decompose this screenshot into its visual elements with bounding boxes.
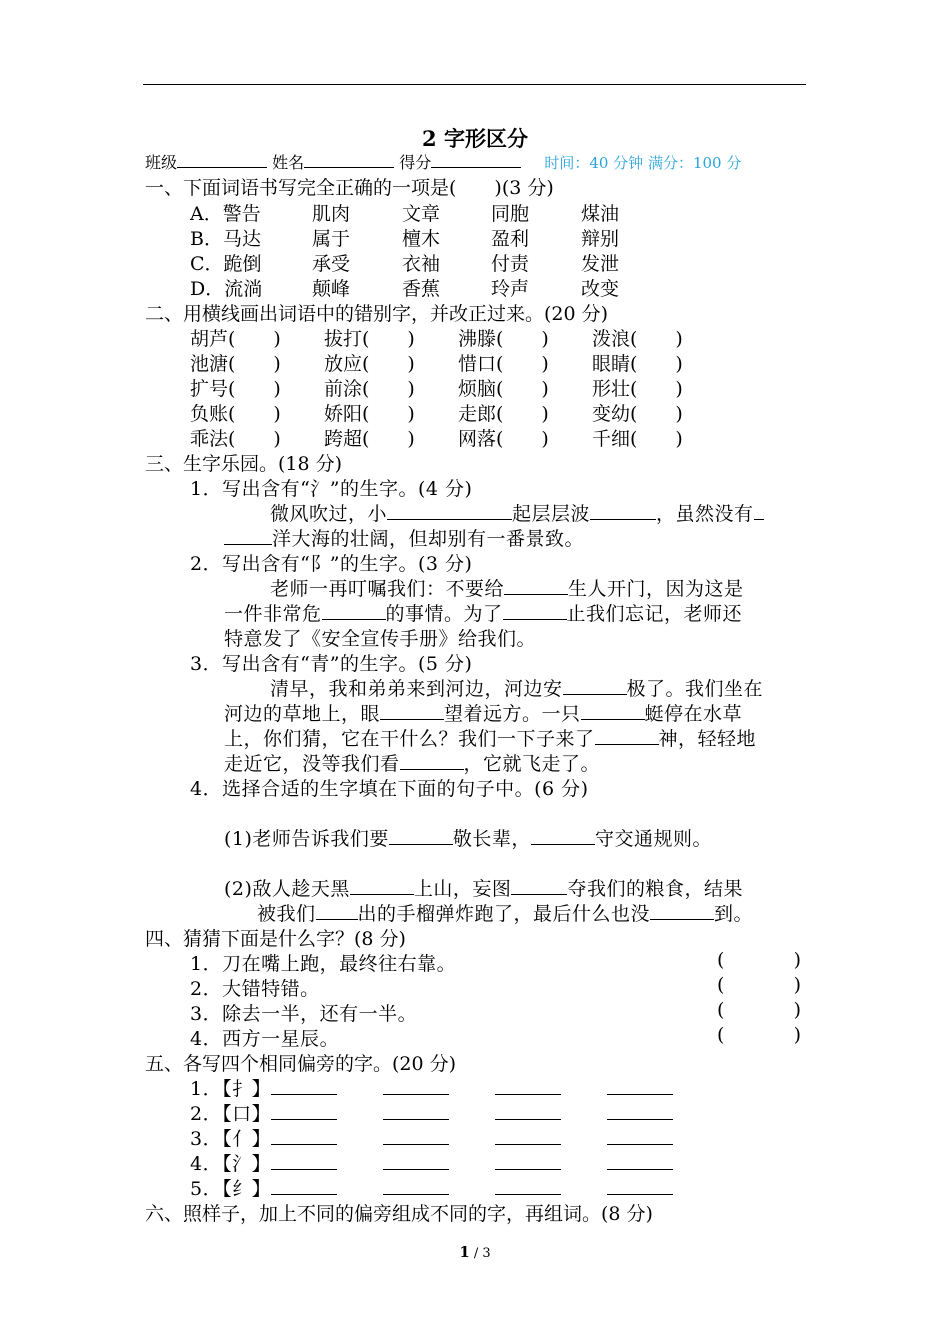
q3-line4	[224, 749, 600, 776]
q2-text: 老师一再叮嘱我们：不要给	[270, 578, 505, 600]
typo-item[interactable]: 跨超( )	[324, 428, 415, 450]
option-label: B．马达	[190, 228, 261, 250]
option-word: 辩别	[581, 228, 620, 250]
name-label: 姓名	[272, 153, 305, 172]
answer-blank[interactable]	[271, 1178, 337, 1195]
current-page: 1	[459, 1243, 470, 1261]
typo-item[interactable]: 走郎( )	[458, 403, 549, 425]
paren-close: )	[793, 949, 801, 971]
typo-item[interactable]: 眼睛( )	[592, 353, 683, 375]
typo-item[interactable]: 惜口( )	[458, 353, 549, 375]
answer-blank[interactable]	[380, 703, 444, 720]
radical-row	[190, 1099, 673, 1126]
answer-blank[interactable]	[531, 828, 595, 845]
typo-item[interactable]: 负账( )	[190, 403, 281, 425]
answer-blank[interactable]	[271, 1078, 337, 1095]
section-5-heading: 五、各写四个相同偏旁的字。(20 分)	[145, 1053, 457, 1075]
answer-blank[interactable]	[495, 1128, 561, 1145]
q3-text: 走近它，没等我们看	[224, 753, 400, 775]
q3-text: 清早，我和弟弟来到河边，河边安	[270, 678, 563, 700]
answer-blank[interactable]	[754, 503, 764, 520]
q4-text: 出的手榴弹炸跑了，最后什么也没	[357, 903, 651, 925]
option-word: 颠峰	[312, 278, 351, 300]
answer-blank[interactable]	[387, 503, 512, 520]
answer-blank[interactable]	[607, 1128, 673, 1145]
q4-text: 守交通规则。	[594, 828, 712, 850]
option-word: 发泄	[581, 253, 620, 275]
class-blank[interactable]	[177, 152, 267, 168]
option-word: 肌肉	[312, 203, 351, 225]
option-word: 同胞	[491, 203, 530, 225]
answer-blank[interactable]	[350, 878, 414, 895]
radical-label: 1．【扌】	[190, 1078, 272, 1100]
answer-blank[interactable]	[503, 603, 567, 620]
q4-sentence2-line1	[224, 874, 743, 901]
answer-blank[interactable]	[595, 728, 659, 745]
typo-item[interactable]: 烦脑( )	[458, 378, 549, 400]
radical-row	[190, 1124, 673, 1151]
answer-blank[interactable]	[322, 603, 386, 620]
answer-blank[interactable]	[563, 678, 627, 695]
answer-blank[interactable]	[607, 1178, 673, 1195]
radical-label: 5．【纟】	[190, 1178, 272, 1200]
answer-blank[interactable]	[224, 528, 272, 545]
answer-blank[interactable]	[504, 578, 568, 595]
option-label: C．跪倒	[190, 253, 262, 275]
answer-blank[interactable]	[400, 753, 464, 770]
option-word: 文章	[402, 203, 441, 225]
answer-blank[interactable]	[607, 1153, 673, 1170]
paren-close: )	[793, 974, 801, 996]
option-word: 檀木	[402, 228, 441, 250]
answer-blank[interactable]	[383, 1178, 449, 1195]
section-1-heading: 一、下面词语书写完全正确的一项是( )(3 分)	[145, 177, 554, 199]
q3-text: 极了。我们坐在	[626, 678, 764, 700]
page-separator: /	[469, 1246, 483, 1261]
option-label: A．警告	[190, 203, 261, 225]
q1-text: 起层层波	[512, 503, 591, 525]
typo-item[interactable]: 泼浪( )	[592, 328, 683, 350]
q3-text: 上，你们猜，它在干什么？我们一下子来了	[224, 728, 595, 750]
q1-text: 微风吹过，小	[270, 503, 388, 525]
answer-blank[interactable]	[271, 1128, 337, 1145]
time-score-info: 时间：40 分钟 满分：100 分	[544, 154, 742, 172]
q2-line1	[270, 574, 744, 601]
option-word: 改变	[581, 278, 620, 300]
answer-blank[interactable]	[581, 703, 645, 720]
q3-line2	[224, 699, 742, 726]
paren-open: (	[717, 1024, 725, 1046]
q4-text: 被我们	[257, 903, 316, 925]
section-4-heading: 四、猜猜下面是什么字？(8 分)	[145, 928, 406, 950]
answer-blank[interactable]	[590, 503, 656, 520]
option-word: 属于	[312, 228, 351, 250]
q4-text: 到。	[714, 903, 754, 925]
q4-text: 敬长辈，	[452, 828, 531, 850]
q4-text: (1)老师告诉我们要	[224, 828, 389, 850]
riddle-item: 1．刀在嘴上跑，最终往右靠。	[190, 953, 457, 975]
typo-item[interactable]: 变幼( )	[592, 403, 683, 425]
answer-blank[interactable]	[271, 1103, 337, 1120]
option-word: 香蕉	[402, 278, 441, 300]
q2-text: 止我们忘记，老师还	[566, 603, 743, 625]
q2-line2	[224, 599, 742, 626]
paren-close: )	[793, 999, 801, 1021]
q3-line1	[270, 674, 763, 701]
radical-row	[190, 1174, 673, 1201]
student-info-line	[145, 150, 741, 173]
typo-item[interactable]: 沸滕( )	[458, 328, 549, 350]
option-label: D．流淌	[190, 278, 263, 300]
answer-blank[interactable]	[607, 1103, 673, 1120]
answer-blank[interactable]	[495, 1178, 561, 1195]
answer-blank[interactable]	[607, 1078, 673, 1095]
typo-item[interactable]: 形壮( )	[592, 378, 683, 400]
answer-blank[interactable]	[650, 903, 714, 920]
q4-text: (2)敌人趁天黑	[224, 878, 350, 900]
riddle-item: 4．西方一星辰。	[190, 1028, 340, 1050]
name-blank[interactable]	[304, 152, 394, 168]
q3-text: 河边的草地上，眼	[224, 703, 381, 725]
q4-text: 夺我们的粮食，结果	[567, 878, 743, 900]
paren-open: (	[717, 974, 725, 996]
typo-item[interactable]: 扩号( )	[190, 378, 281, 400]
q2-line3: 特意发了《安全宣传手册》给我们。	[224, 628, 537, 650]
q1-text: 洋大海的壮阔，但却别有一番景致。	[272, 528, 585, 550]
q3-text: ，它就飞走了。	[463, 753, 601, 775]
q2-text: 一件非常危	[224, 603, 322, 625]
q2-text: 生人开门，因为这是	[568, 578, 744, 600]
radical-label: 3．【亻】	[190, 1128, 272, 1150]
option-word: 盈利	[491, 228, 530, 250]
q3-text: 蜓停在水草	[644, 703, 743, 725]
paren-close: )	[793, 1024, 801, 1046]
q4-text: 上山，妄图	[413, 878, 512, 900]
q4-title: 4．选择合适的生字填在下面的句子中。(6 分)	[190, 778, 589, 800]
radical-label: 4．【氵】	[190, 1153, 272, 1175]
page-title: 2 字形区分	[422, 126, 528, 151]
q2-text: 的事情。为了	[385, 603, 503, 625]
radical-label: 2．【口】	[190, 1103, 272, 1125]
answer-blank[interactable]	[383, 1103, 449, 1120]
q4-sentence1	[224, 824, 712, 851]
answer-blank[interactable]	[495, 1153, 561, 1170]
option-word: 煤油	[581, 203, 620, 225]
typo-item[interactable]: 网落( )	[458, 428, 549, 450]
paren-open: (	[717, 949, 725, 971]
typo-item[interactable]: 胡芦( )	[190, 328, 281, 350]
radical-row	[190, 1149, 673, 1176]
answer-blank[interactable]	[383, 1078, 449, 1095]
q1-text: ，虽然没有	[656, 503, 754, 525]
answer-blank[interactable]	[389, 828, 453, 845]
section-6-heading: 六、照样子，加上不同的偏旁组成不同的字，再组词。(8 分)	[145, 1203, 653, 1225]
answer-blank[interactable]	[383, 1128, 449, 1145]
q3-text: 神，轻轻地	[658, 728, 757, 750]
riddle-item: 3．除去一半，还有一半。	[190, 1003, 418, 1025]
q3-line3	[224, 724, 756, 751]
q1-title: 1．写出含有“氵”的生字。(4 分)	[190, 478, 473, 500]
radical-row	[190, 1074, 673, 1101]
total-pages: 3	[482, 1246, 491, 1261]
q1-line2	[224, 524, 584, 551]
option-word: 玲声	[491, 278, 530, 300]
q3-text: 望着远方。一只	[444, 703, 581, 725]
score-label: 得分	[399, 153, 432, 172]
option-word: 衣袖	[402, 253, 441, 275]
typo-item[interactable]: 拔打( )	[324, 328, 415, 350]
q3-title: 3．写出含有“青”的生字。(5 分)	[190, 653, 473, 675]
option-word: 承受	[312, 253, 351, 275]
typo-item[interactable]: 前涂( )	[324, 378, 415, 400]
q1-line1	[270, 499, 764, 526]
answer-blank[interactable]	[495, 1103, 561, 1120]
answer-blank[interactable]	[495, 1078, 561, 1095]
typo-item[interactable]: 池溏( )	[190, 353, 281, 375]
header-rule	[143, 84, 806, 85]
section-2-heading: 二、用横线画出词语中的错别字，并改正过来。(20 分)	[145, 303, 609, 325]
answer-blank[interactable]	[271, 1153, 337, 1170]
answer-blank[interactable]	[316, 903, 358, 920]
paren-open: (	[717, 999, 725, 1021]
page-number	[0, 1243, 950, 1261]
answer-blank[interactable]	[511, 878, 567, 895]
q4-sentence2-line2	[257, 899, 753, 926]
answer-blank[interactable]	[383, 1153, 449, 1170]
score-blank[interactable]	[431, 152, 521, 168]
option-word: 付责	[491, 253, 530, 275]
typo-item[interactable]: 乖法( )	[190, 428, 281, 450]
typo-item[interactable]: 放应( )	[324, 353, 415, 375]
riddle-item: 2．大错特错。	[190, 978, 320, 1000]
section-3-heading: 三、生字乐园。(18 分)	[145, 453, 343, 475]
class-label: 班级	[145, 153, 178, 172]
q2-title: 2．写出含有“阝”的生字。(3 分)	[190, 553, 473, 575]
typo-item[interactable]: 千细( )	[592, 428, 683, 450]
typo-item[interactable]: 娇阳( )	[324, 403, 415, 425]
